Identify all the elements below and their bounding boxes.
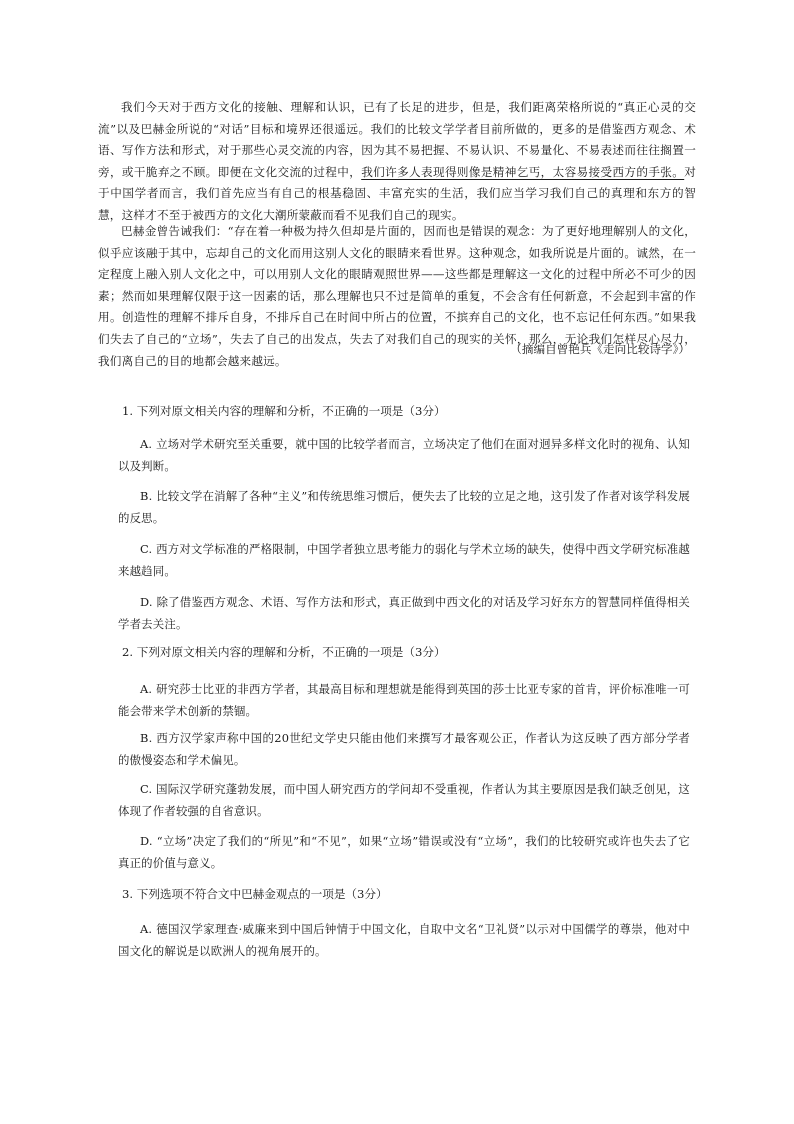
question-1-option-d: D. 除了借鉴西方观念、术语、写作方法和形式，真正做到中西文化的对话及学习好东方的智慧同样值得相关学者去关注。	[118, 595, 690, 631]
question-2-option-d: D. “立场”决定了我们的“所见”和“不见”，如果“立场”错误或没有“立场”，我们的比较研究或许也失去了它真正的价值与意义。	[118, 834, 690, 870]
question-3-stem: 3. 下列选项不符合文中巴赫金观点的一项是（3分）	[122, 887, 388, 901]
question-2-option-b: B. 西方汉学家声称中国的20世纪文学史只能由他们来撰写才最客观公正，作者认为这反映了西方部分学者的傲慢姿态和学术偏见。	[118, 731, 690, 767]
passage-paragraph-1-text-b: 对于中国学者而言，我们首先应当有自己的根基稳固、丰富充实的生活，我们应当学习我们自己的真理和东方的智慧，这样才不至于被西方的文化大潮所蒙蔽而看不见我们自己的现实。	[98, 164, 697, 222]
underlined-sentence: 我们许多人表现得则像是精神乞丐，太容易接受西方的手张。	[361, 164, 685, 179]
question-1-stem: 1. 下列对原文相关内容的理解和分析，不正确的一项是（3分）	[122, 404, 446, 418]
passage-source: （摘编自曾艳兵《走向比较诗学》）	[510, 342, 690, 356]
passage-paragraph-2: 巴赫金曾告诫我们：“存在着一种极为持久但却是片面的，因而也是错误的观念：为了更好地理解别人的文化，似乎应该融于其中，忘却自己的文化而用这别人文化的眼睛来看世界。这种观念，如我所说是片面的。诚然，在一定程度上融入别人文化之中，可以用别人文化的眼睛观照世界——这些都是理解这一文化的过程中所必不可少的因素；然而如果理解仅限于这一因素的话，那么理解也只不过是简单的重复，不会含有任何新意，不会起到丰富的作用。创造性的理解不排斥自身，不排斥自己在时间中所占的位置，不摈弃自己的文化，也不忘记任何东西。”如果我们失去了自己的“立场”，失去了自己的出发点，失去了对我们自己的现实的关怀，那么，无论我们怎样尽心尽力，我们离自己的目的地都会越来越远。	[98, 224, 696, 368]
question-2-option-a: A. 研究莎士比亚的非西方学者，其最高目标和理想就是能得到英国的莎士比亚专家的首肯，评价标准唯一可能会带来学术创新的禁锢。	[118, 682, 690, 718]
question-2-option-c: C. 国际汉学研究蓬勃发展，而中国人研究西方的学问却不受重视，作者认为其主要原因是我们缺乏创见，这体现了作者较强的自省意识。	[118, 782, 690, 818]
question-3-option-a: A. 德国汉学家理查·威廉来到中国后钟情于中国文化，自取中文名“卫礼贤”以示对中国儒学的尊崇，他对中国文化的解说是以欧洲人的视角展开的。	[118, 922, 690, 958]
passage-paragraph-1-text-a: 我们今天对于西方文化的接触、理解和认识，已有了长足的进步，但是，我们距离荣格所说的“真正心灵的交流”以及巴赫金所说的“对话”目标和境界还很遥远。我们的比较文学学者目前所做的，更多的是借鉴西方观念、术语、写作方法和形式，对于那些心灵交流的内容，因为其不易把握、不易认识、不易量化、不易表述而往往搁置一旁，或干脆弃之不顾。即便在文化交流的过程中，	[98, 100, 696, 179]
question-1-option-c: C. 西方对文学标准的严格限制，中国学者独立思考能力的弱化与学术立场的缺失，使得中西文学研究标准越来越趋同。	[118, 542, 690, 578]
question-2-stem: 2. 下列对原文相关内容的理解和分析，不正确的一项是（3分）	[122, 645, 446, 659]
passage-paragraph-1	[98, 97, 696, 227]
question-1-option-b: B. 比较文学在消解了各种“主义”和传统思维习惯后，便失去了比较的立足之地，这引发了作者对该学科发展的反思。	[118, 489, 690, 525]
question-1-option-a: A. 立场对学术研究至关重要，就中国的比较学者而言，立场决定了他们在面对迥异多样文化时的视角、认知以及判断。	[118, 437, 690, 473]
